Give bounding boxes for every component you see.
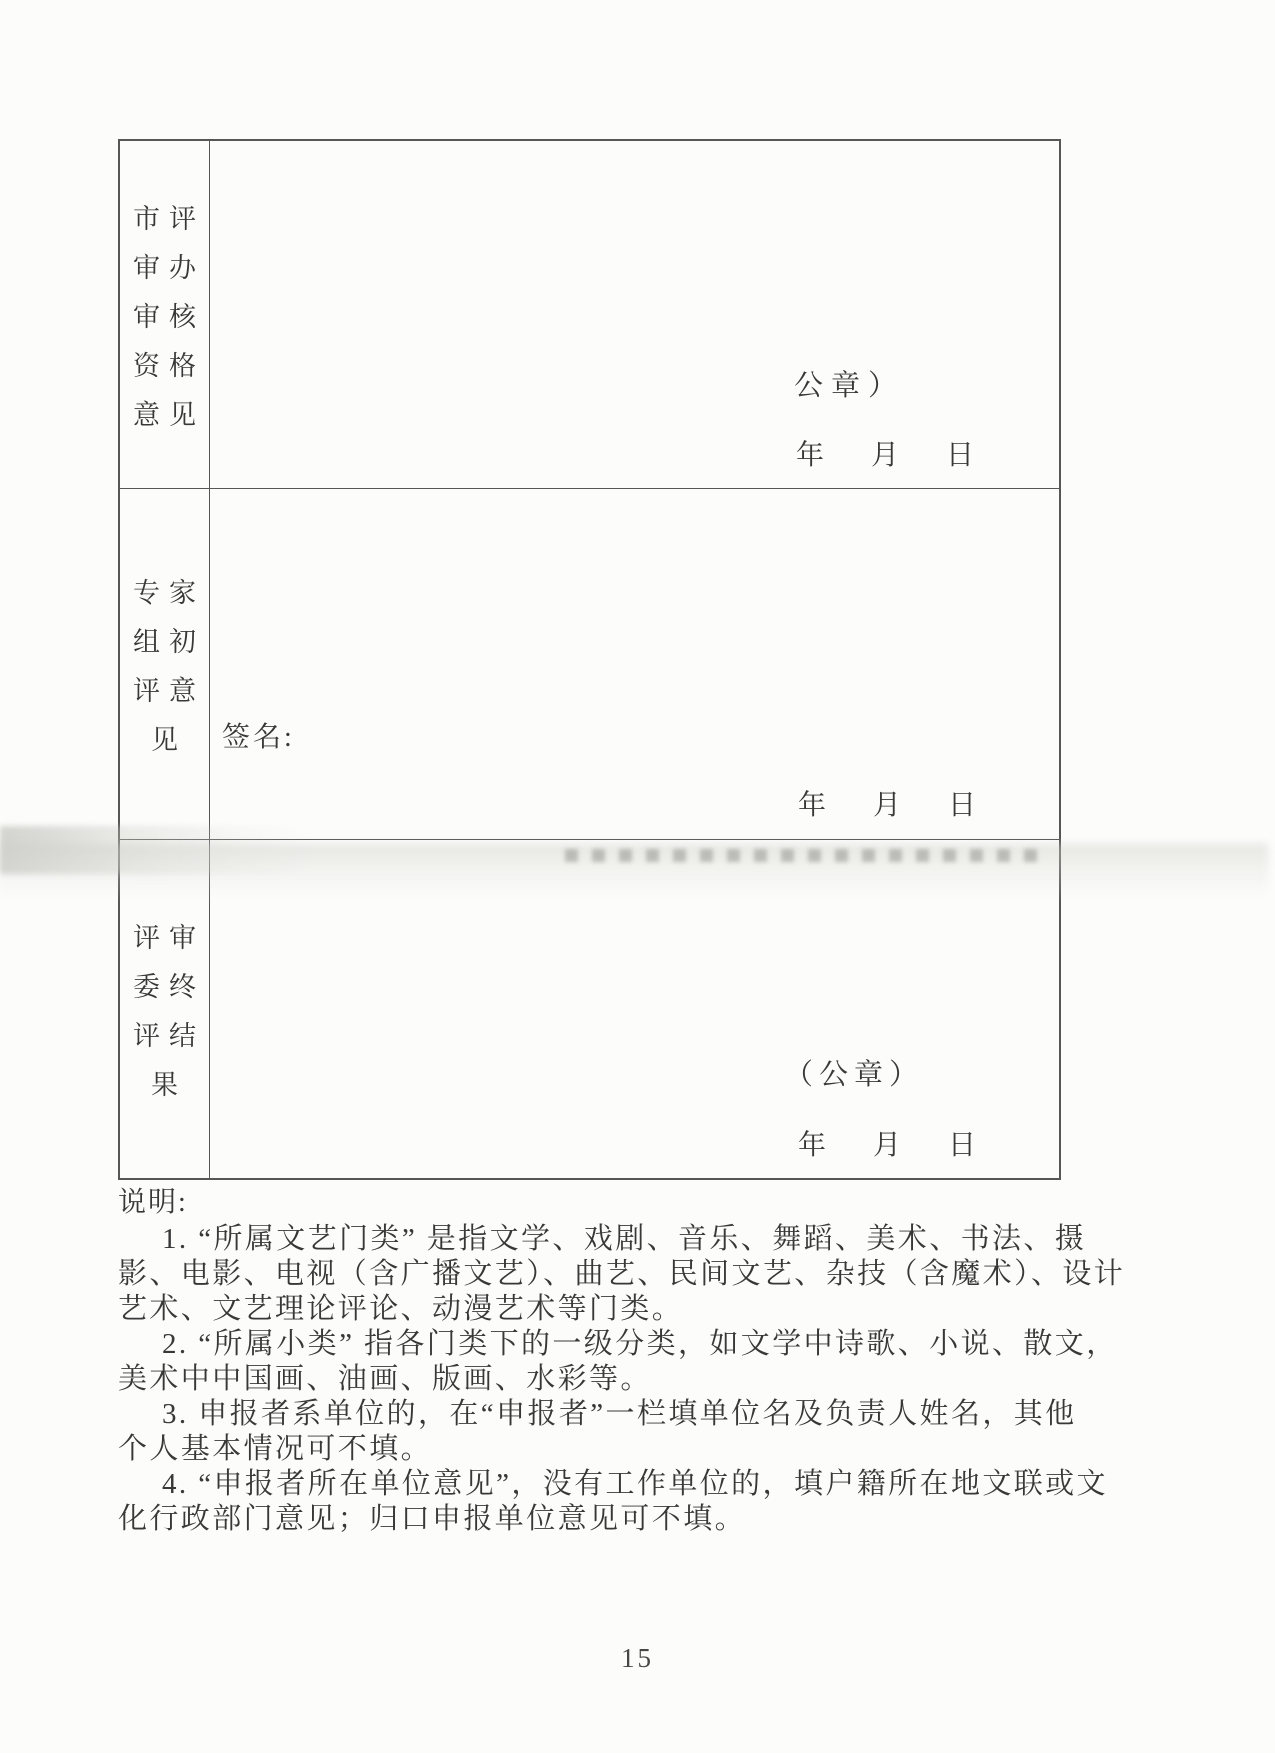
note-line: 影、电影、电视（含广播文艺）、曲艺、民间文艺、杂技（含魔术）、设计 [118, 1258, 1126, 1290]
row-label-line: 审办 [133, 253, 205, 283]
note-line: 个人基本情况可不填。 [118, 1433, 433, 1465]
row-label-city-office-qualification-opinion [120, 141, 210, 488]
note-line: 艺术、文艺理论评论、动漫艺术等门类。 [118, 1293, 684, 1325]
row-label-line: 评结 [133, 1021, 205, 1051]
row-label-line: 评审 [133, 923, 205, 953]
review-opinion-table [118, 139, 1061, 1180]
seal-placeholder: 公章） [794, 370, 906, 402]
row-label-expert-group-preliminary-opinion [120, 489, 210, 839]
note-line: 美术中中国画、油画、版画、水彩等。 [118, 1363, 652, 1395]
table-row-city-office-qualification-opinion [120, 141, 1059, 489]
opinion-write-in-area [210, 489, 1059, 839]
row-label-line: 意见 [133, 400, 205, 430]
row-label-line: 委终 [133, 972, 205, 1002]
row-label-line: 见 [151, 725, 187, 755]
opinion-write-in-area [210, 840, 1059, 1178]
note-line: 2. “所属小类” 指各门类下的一级分类，如文学中诗歌、小说、散文， [162, 1328, 1118, 1360]
note-line: 1. “所属文艺门类” 是指文学、戏剧、音乐、舞蹈、美术、书法、摄 [162, 1223, 1087, 1255]
note-line: 3. 申报者系单位的，在“申报者”一栏填单位名及负责人姓名，其他 [162, 1398, 1077, 1430]
date-placeholder: 年 月 日 [798, 1130, 979, 1161]
page-number: 15 [621, 1643, 654, 1673]
table-row-expert-group-preliminary-opinion [120, 489, 1059, 840]
table-row-jury-final-result [120, 840, 1059, 1178]
row-label-line: 专家 [133, 578, 205, 608]
notes-heading: 说明: [118, 1187, 188, 1218]
row-label-jury-final-result [120, 840, 210, 1178]
row-label-line: 组初 [133, 627, 205, 657]
row-label-line: 果 [151, 1070, 187, 1100]
date-placeholder: 年 月 日 [796, 440, 977, 471]
row-label-line: 审核 [133, 302, 205, 332]
signature-label: 签名: [222, 722, 295, 753]
row-label-line: 评意 [133, 676, 205, 706]
opinion-write-in-area [210, 141, 1059, 488]
note-line: 化行政部门意见；归口申报单位意见可不填。 [118, 1503, 747, 1535]
notes-section [118, 1186, 1170, 1537]
row-label-line: 资格 [133, 351, 205, 381]
seal-placeholder: （公章） [784, 1059, 925, 1091]
row-label-line: 市评 [133, 204, 205, 234]
date-placeholder: 年 月 日 [798, 790, 979, 821]
note-line: 4. “申报者所在单位意见”，没有工作单位的，填户籍所在地文联或文 [162, 1468, 1108, 1500]
